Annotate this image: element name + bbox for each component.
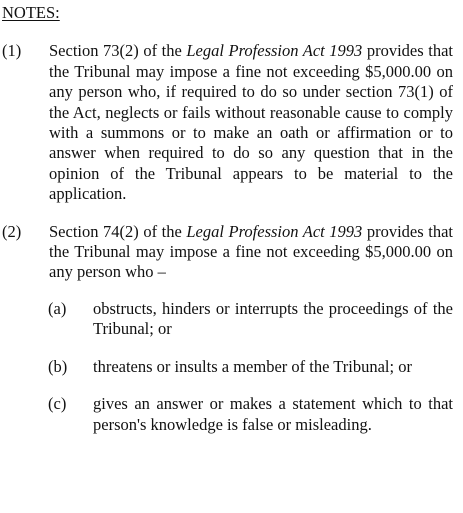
- subitem-b: [48, 357, 453, 377]
- note-2-subitems: [48, 299, 453, 435]
- subitem-text: gives an answer or makes a statement which to that person's knowledge is false or misleading.: [93, 394, 453, 434]
- note-text: [49, 41, 453, 204]
- act-title: Legal Profession Act 1993: [186, 41, 363, 61]
- note-lead: Section 74(2) of the: [49, 221, 187, 241]
- note-2: [2, 222, 453, 283]
- note-rest: provides that the Tribunal may impose a fine not exceeding $5,000.00 on any person who, if required to do so under section 73(1) of the Act, neglects or fails without reasonable cause to comply with a summons or to make an oath or affirmation or to answer when required to do so any question that in the opinion of the Tribunal appears to be material to the application.: [49, 41, 453, 204]
- note-number: (2): [2, 221, 22, 241]
- note-number: (1): [2, 41, 22, 61]
- note-lead: Section 73(2) of the: [49, 41, 187, 61]
- subitem-letter: (a): [48, 298, 67, 318]
- notes-heading: NOTES:: [2, 3, 60, 22]
- subitem-c: [48, 394, 453, 435]
- act-title: Legal Profession Act 1993: [186, 221, 363, 241]
- note-1: [2, 41, 453, 204]
- subitem-text: obstructs, hinders or interrupts the proceedings of the Tribunal; or: [93, 298, 453, 339]
- note-rest: provides that the Tribunal may impose a fine not exceeding $5,000.00 on any person who –: [49, 221, 453, 282]
- subitem-letter: (c): [48, 394, 67, 414]
- note-text: [49, 222, 453, 283]
- subitem-letter: (b): [48, 356, 68, 376]
- subitem-text: threatens or insults a member of the Tribunal; or: [93, 356, 412, 376]
- note-paragraph: [49, 222, 453, 283]
- subitem-a: [48, 299, 453, 340]
